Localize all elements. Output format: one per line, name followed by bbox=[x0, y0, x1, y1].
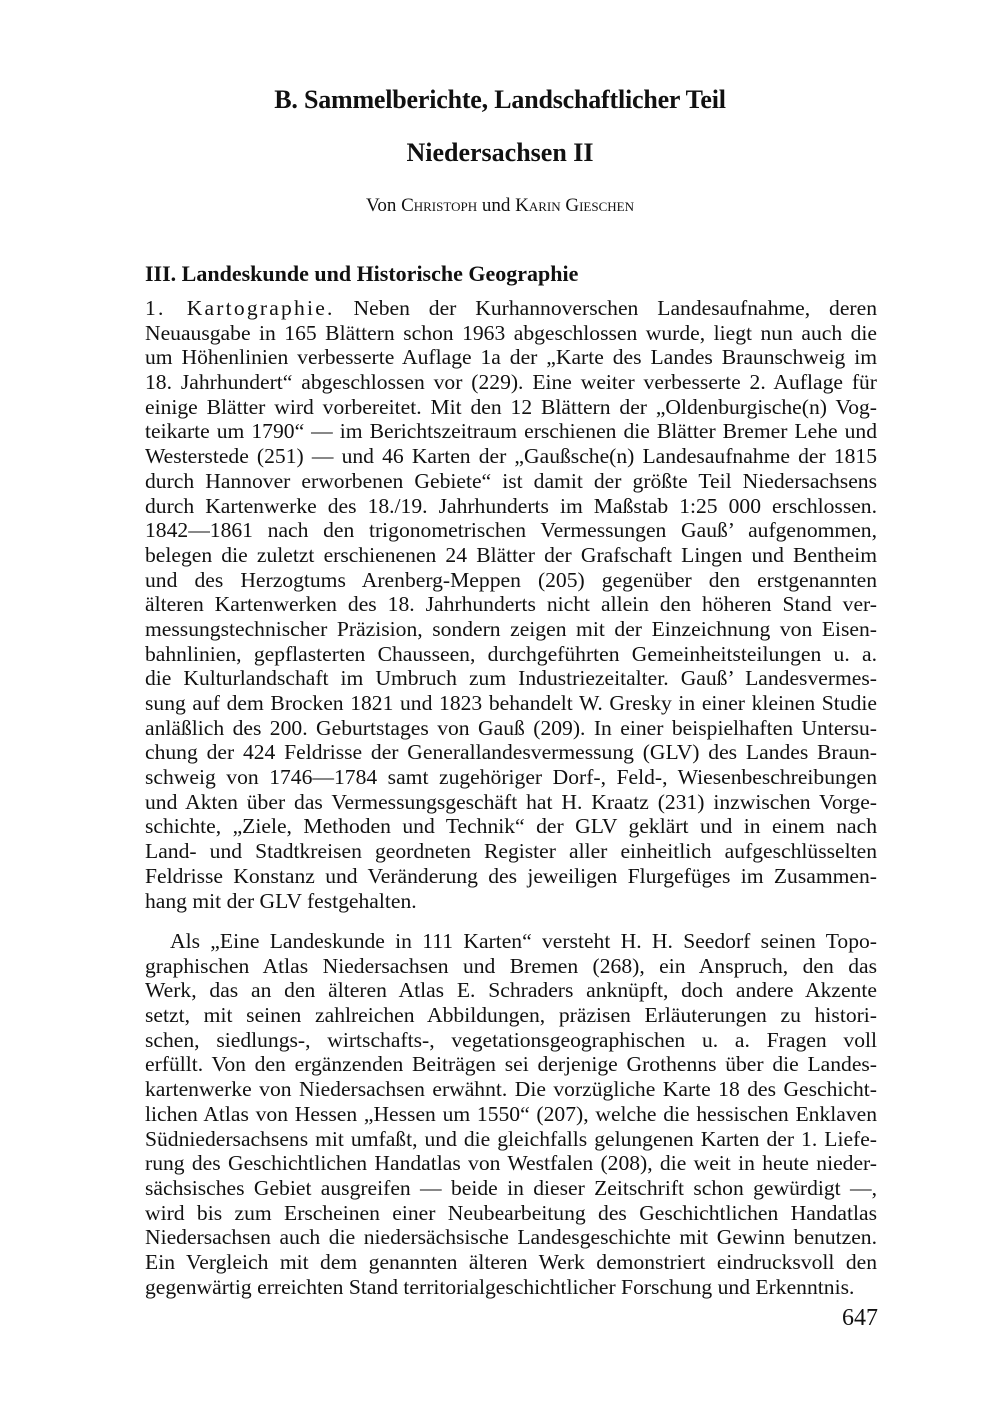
paragraph-line: erfüllt. Von den ergänzenden Beiträgen sei derjenige Grothenns über die Landes- bbox=[145, 1052, 877, 1077]
paragraph-line: lichen Atlas von Hessen „Hessen um 1550“ (207), welche die hessischen Enklaven bbox=[145, 1101, 877, 1126]
paragraph-2 bbox=[145, 929, 877, 1299]
paragraph-line: messungstechnischer Präzision, sondern zeigen mit der Einzeichnung von Eisen- bbox=[145, 616, 877, 641]
paragraph-line: durch Hannover erworbenen Gebiete“ ist damit der größte Teil Niedersachsens bbox=[145, 468, 877, 493]
paragraph-line: älteren Kartenwerken des 18. Jahrhunderts nicht allein den höheren Stand ver- bbox=[145, 592, 877, 617]
paragraph-line: bahnlinien, gepflasterten Chausseen, durchgeführten Gemeinheitsteilungen u. a. bbox=[145, 641, 877, 666]
paragraph-line: Ein Vergleich mit dem genannten älteren Werk demonstriert eindrucksvoll den bbox=[145, 1249, 877, 1274]
paragraph-line: 1. Kartographie. Neben der Kurhannoverschen Landesaufnahme, deren bbox=[145, 296, 878, 320]
lead-label: 1. Kartographie. bbox=[145, 296, 335, 320]
paragraph-line: Südniedersachsens mit umfaßt, und die gleichfalls gelungenen Karten der 1. Liefe- bbox=[145, 1126, 877, 1151]
paragraph-line: durch Kartenwerke des 18./19. Jahrhunderts im Maßstab 1:25 000 erschlossen. bbox=[145, 493, 877, 518]
paragraph-line: die Kulturlandschaft im Umbruch zum Industriezeitalter. Gauß’ Landesvermes- bbox=[145, 666, 877, 691]
paragraph-line: gegenwärtig erreichten Stand territorialgeschichtlicher Forschung und Erkenntnis. bbox=[145, 1274, 855, 1299]
paragraph-1 bbox=[145, 296, 877, 913]
paragraph-line: sächsisches Gebiet ausgreifen — beide in dieser Zeitschrift schon gewürdigt —, bbox=[145, 1175, 877, 1200]
paragraph-line: und Akten über das Vermessungsgeschäft hat H. Kraatz (231) inzwischen Vorge- bbox=[145, 789, 877, 814]
paragraph-line: sung auf dem Brocken 1821 und 1823 behandelt W. Gresky in einer kleinen Studie bbox=[145, 691, 877, 715]
author-line bbox=[0, 195, 1000, 217]
chapter-title: Niedersachsen II bbox=[406, 138, 594, 167]
paragraph-line: kartenwerke von Niedersachsen erwähnt. Die vorzügliche Karte 18 des Geschicht- bbox=[145, 1077, 877, 1102]
author-second: Karin Gieschen bbox=[515, 195, 634, 216]
author-conjunction: und bbox=[477, 195, 516, 216]
section-title: B. Sammelberichte, Landschaftlicher Teil bbox=[274, 85, 726, 114]
paragraph-line: um Höhenlinien verbesserte Auflage 1a der „Karte des Landes Braunschweig im bbox=[145, 345, 877, 370]
page-number: 647 bbox=[842, 1305, 878, 1331]
paragraph-line: setzt, mit seinen zahlreichen Abbildungen, präzisen Erläuterungen zu histori- bbox=[145, 1003, 877, 1028]
paragraph-line: Land- und Stadtkreisen geordneten Register aller einheitlich aufgeschlüsselten bbox=[145, 839, 877, 864]
paragraph-line: Feldrisse Konstanz und Veränderung des jeweiligen Flurgefüges im Zusammen- bbox=[145, 863, 877, 888]
paragraph-line: belegen die zuletzt erschienenen 24 Blätter der Grafschaft Lingen und Bentheim bbox=[145, 542, 877, 567]
subsection-heading: III. Landeskunde und Historische Geographie bbox=[145, 261, 579, 286]
paragraph-line: 18. Jahrhundert“ abgeschlossen vor (229). Eine weiter verbesserte 2. Auflage für bbox=[145, 370, 877, 395]
paragraph-line: rung des Geschichtlichen Handatlas von Westfalen (208), die weit in heute nieder- bbox=[145, 1151, 877, 1176]
paragraph-line: wird bis zum Erscheinen einer Neubearbeitung des Geschichtlichen Handatlas bbox=[145, 1200, 877, 1225]
paragraph-line: Als „Eine Landeskunde in 111 Karten“ versteht H. H. Seedorf seinen Topo- bbox=[170, 929, 877, 953]
paragraph-line: Westerstede (251) — und 46 Karten der „Gaußsche(n) Landesaufnahme der 1815 bbox=[145, 444, 877, 469]
paragraph-line: schichte, „Ziele, Methoden und Technik“ der GLV geklärt und in einem nach bbox=[145, 814, 877, 839]
paragraph-line: schen, siedlungs-, wirtschafts-, vegetationsgeographischen u. a. Fragen voll bbox=[145, 1027, 877, 1052]
paragraph-line: Werk, das an den älteren Atlas E. Schraders anknüpft, doch andere Akzente bbox=[145, 978, 877, 1003]
paragraph-line: chung der 424 Feldrisse der Generallandesvermessung (GLV) des Landes Braun- bbox=[145, 740, 877, 765]
author-prefix: Von bbox=[366, 195, 402, 216]
paragraph-line: hang mit der GLV festgehalten. bbox=[145, 888, 417, 913]
paragraph-line: und des Herzogtums Arenberg-Meppen (205) gegenüber den erstgenannten bbox=[145, 567, 877, 592]
paragraph-line: anläßlich des 200. Geburtstages von Gauß (209). In einer beispielhaften Untersu- bbox=[145, 715, 877, 740]
paragraph-line: graphischen Atlas Niedersachsen und Bremen (268), ein Anspruch, den das bbox=[145, 953, 877, 978]
paragraph-line: Neuausgabe in 165 Blättern schon 1963 abgeschlossen wurde, liegt nun auch die bbox=[145, 320, 877, 345]
paragraph-line: 1842—1861 nach den trigonometrischen Vermessungen Gauß’ aufgenommen, bbox=[145, 518, 877, 543]
paragraph-line: Niedersachsen auch die niedersächsische Landesgeschichte mit Gewinn benutzen. bbox=[145, 1225, 877, 1250]
paragraph-line: teikarte um 1790“ — im Berichtszeitraum erschienen die Blätter Bremer Lehe und bbox=[145, 419, 877, 444]
author-first: Christoph bbox=[401, 195, 478, 216]
paragraph-line: einige Blätter wird vorbereitet. Mit den 12 Blättern der „Oldenburgische(n) Vog- bbox=[145, 394, 877, 419]
paragraph-line: schweig von 1746—1784 samt zugehöriger Dorf-, Feld-, Wiesenbeschreibungen bbox=[145, 765, 877, 790]
